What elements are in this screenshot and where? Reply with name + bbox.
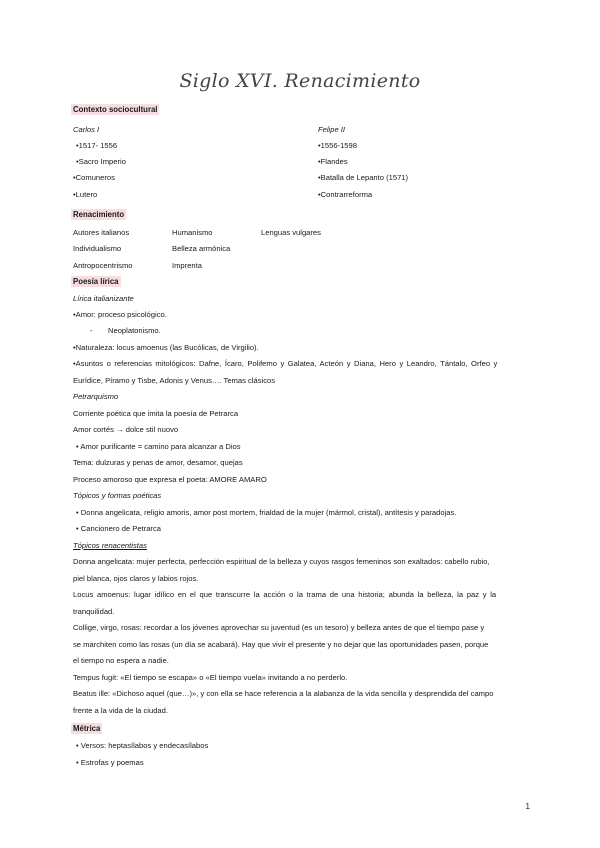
renac-cell: Imprenta (172, 261, 202, 270)
section-heading-contexto: Contexto sociocultural (73, 105, 158, 114)
carlos-item: •Sacro Imperio (76, 157, 126, 166)
renac-topic-line: Donna angelicata: mujer perfecta, perfección espiritual de la belleza y cuyos rasgos femeninos son exaltados: cabello rubio, (73, 557, 490, 566)
renac-cell: Belleza armónica (172, 244, 231, 253)
renac-topic-line: Tempus fugit: «El tiempo se escapa» o «El tiempo vuela» invitando a no perderlo. (73, 673, 348, 682)
petrarquismo-line: Amor cortés → dolce stil nuovo (73, 425, 179, 434)
carlos-item: •Lutero (73, 190, 98, 199)
lirica-line: •Asuntos o referencias mitológicos: Dafne, Ícaro, Polifemo y Galatea, Acteón y Diana, Hero y Leandro, Tántalo, Orfeo y (73, 359, 498, 368)
petrarquismo-line: • Amor purificante = camino para alcanzar a Dios (76, 442, 241, 451)
subheading-lirica: Lírica italianizante (73, 294, 134, 303)
renac-cell: Lenguas vulgares (261, 228, 321, 237)
felipe-item: •Flandes (318, 157, 348, 166)
carlos-item: •1517- 1556 (76, 141, 118, 150)
section-heading-metrica: Métrica (73, 724, 101, 733)
renac-cell: Humanismo (172, 228, 213, 237)
renac-topic-line: Collige, virgo, rosas: recordar a los jóvenes aprovechar su juventud (es un tesoro) y belleza antes de que el tiempo pase y (73, 623, 485, 632)
page-number: 1 (525, 802, 530, 811)
renac-cell: Autores italianos (73, 228, 130, 237)
section-heading-poesia: Poesía lírica (73, 277, 119, 286)
renac-topic-line: piel blanca, ojos claros y labios rojos. (73, 574, 199, 583)
lirica-line: •Naturaleza: locus amoenus (las Bucólicas, de Virgilio). (73, 343, 259, 352)
page-title: Siglo XVI. Renacimiento (179, 70, 421, 92)
renac-cell: Antropocentrismo (73, 261, 133, 270)
dash-bullet: - (90, 326, 93, 335)
lirica-line: Eurídice, Píramo y Tisbe, Adonis y Venus…. Temas clásicos (73, 376, 276, 385)
renac-topic-line: Beatus ille: «Dichoso aquel (que…)», y con ella se hace referencia a la alabanza de la vida sencilla y desprendida del campo (73, 689, 494, 698)
renac-topic-line: el tiempo no espera a nadie. (73, 656, 169, 665)
renac-topic-line: tranquilidad. (73, 607, 115, 616)
felipe-item: •1556-1598 (318, 141, 357, 150)
felipe-item: •Contrarreforma (318, 190, 373, 199)
metrica-item: • Estrofas y poemas (76, 758, 144, 767)
subheading-petrarquismo: Petrarquismo (73, 392, 119, 401)
subheading-topicos: Tópicos y formas poéticas (73, 491, 162, 500)
lirica-line: •Amor: proceso psicológico. (73, 310, 167, 319)
petrarquismo-line: Proceso amoroso que expresa el poeta: AMORE AMARO (73, 475, 267, 484)
subheading-topicos-renacentistas: Tópicos renacentistas (73, 541, 147, 550)
carlos-item: •Comuneros (73, 173, 115, 182)
felipe-item: •Batalla de Lepanto (1571) (318, 173, 409, 182)
felipe-name: Felipe II (318, 125, 346, 134)
carlos-name: Carlos I (73, 125, 100, 134)
renac-cell: Individualismo (73, 244, 122, 253)
topicos-line: • Donna angelicata, religio amoris, amor post mortem, frialdad de la mujer (mármol, cristal), antítesis y paradojas. (76, 508, 457, 517)
section-heading-renacimiento: Renacimiento (73, 210, 125, 219)
petrarquismo-line: Tema: dulzuras y penas de amor, desamor, quejas (73, 458, 243, 467)
petrarquismo-line: Corriente poética que imita la poesía de Petrarca (73, 409, 239, 418)
metrica-item: • Versos: heptasílabos y endecasílabos (76, 741, 209, 750)
topicos-line: • Cancionero de Petrarca (76, 524, 161, 533)
renac-topic-line: Locus amoenus: lugar idílico en el que transcurre la acción o la trama de una historia; abunda la belleza, la paz y la (73, 590, 497, 599)
renac-topic-line: se marchiten como las rosas (un día se acabará). Hay que vivir el presente y no dejar que las oportunidades pasen, porque (73, 640, 489, 649)
lirica-line: Neoplatonismo. (108, 326, 161, 335)
renac-topic-line: frente a la vida de la ciudad. (73, 706, 168, 715)
